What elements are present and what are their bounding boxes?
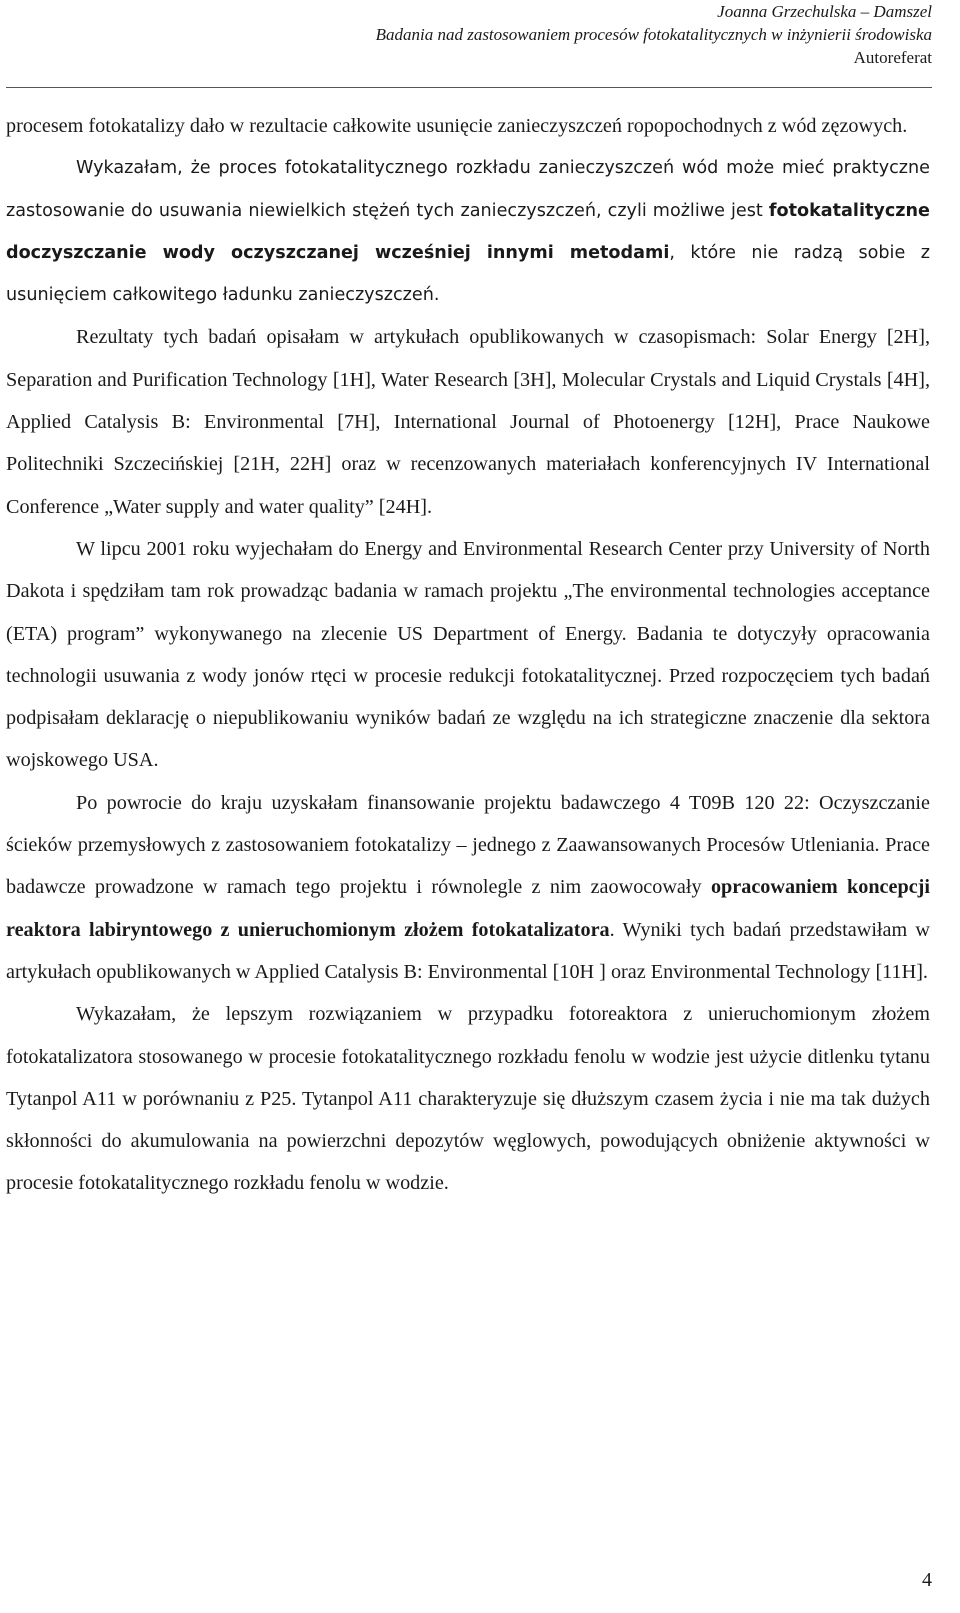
paragraph-2-bold: fotokatalityczne doczyszczanie wody oczyszczanej wcześniej innymi metodami bbox=[6, 200, 930, 263]
paragraph-2-text-a: Wykazałam, że proces fotokatalitycznego rozkładu zanieczyszczeń wód może mieć praktyczne zastosowanie do usuwania niewielkich stężeń tych zanieczyszczeń, czyli możliwe jest bbox=[6, 158, 930, 221]
paragraph-2-text-b: , które nie radzą sobie z usunięciem całkowitego ładunku zanieczyszczeń. bbox=[6, 242, 930, 306]
paragraph-5 bbox=[6, 782, 930, 993]
paragraph-5-text-b: . Wyniki tych badań przedstawiłam w artykułach opublikowanych w Applied Catalysis B: Environmental [10H ] oraz Environmental Technology [11H]. bbox=[6, 918, 930, 983]
paragraph-5-bold: opracowaniem koncepcji reaktora labiryntowego z unieruchomionym złożem fotokatalizatora bbox=[6, 876, 930, 941]
header-subtitle: Badania nad zastosowaniem procesów fotokatalitycznych w inżynierii środowiska bbox=[375, 25, 932, 44]
paragraph-6: Wykazałam, że lepszym rozwiązaniem w przypadku fotoreaktora z unieruchomionym złożem fotokatalizatora stosowanego w procesie fotokatalitycznego rozkładu fenolu w wodzie jest użycie ditlenku tytanu Tytanpol A11 w porównaniu z P25. Tytanpol A11 charakteryzuje się dłuższym czasem życia i nie ma tak dużych skłonności do akumulowania na powierzchni depozytów węglowych, powodujących obniżenie aktywności w procesie fotokatalitycznego rozkładu fenolu w wodzie. bbox=[6, 1003, 930, 1195]
paragraph-2 bbox=[6, 147, 930, 316]
document-body bbox=[6, 105, 930, 1205]
page-number: 4 bbox=[922, 1569, 932, 1591]
header-doc-type: Autoreferat bbox=[853, 48, 932, 67]
paragraph-1: procesem fotokatalizy dało w rezultacie całkowite usunięcie zanieczyszczeń ropopochodnych z wód zęzowych. bbox=[6, 115, 908, 137]
page-header bbox=[376, 0, 932, 69]
paragraph-5-text-a: Po powrocie do kraju uzyskałam finansowanie projektu badawczego 4 T09B 120 22: Oczyszczanie ścieków przemysłowych z zastosowaniem fotokatalizy – jednego z Zaawansowanych Procesów Utleniania. Prace badawcze prowadzone w ramach tego projektu i równolegle z nim zaowocowały bbox=[6, 791, 930, 899]
header-author: Joanna Grzechulska – Damszel bbox=[717, 2, 932, 21]
header-divider bbox=[6, 87, 932, 88]
paragraph-4: W lipcu 2001 roku wyjechałam do Energy and Environmental Research Center przy University of North Dakota i spędziłam tam rok prowadząc badania w ramach projektu „The environmental technologies acceptance (ETA) program” wykonywanego na zlecenie US Department of Energy. Badania te dotyczyły opracowania technologii usuwania z wody jonów rtęci w procesie redukcji fotokatalitycznej. Przed rozpoczęciem tych badań podpisałam deklarację o niepublikowaniu wyników badań ze względu na ich strategiczne znaczenie dla sektora wojskowego USA. bbox=[6, 537, 930, 772]
paragraph-3: Rezultaty tych badań opisałam w artykułach opublikowanych w czasopismach: Solar Energy [2H], Separation and Purification Technology [1H], Water Research [3H], Molecular Crystals and Liquid Crystals [4H], Applied Catalysis B: Environmental [7H], International Journal of Photoenergy [12H], Prace Naukowe Politechniki Szczecińskiej [21H, 22H] oraz w recenzowanych materiałach konferencyjnych IV International Conference „Water supply and water quality” [24H]. bbox=[6, 326, 930, 518]
